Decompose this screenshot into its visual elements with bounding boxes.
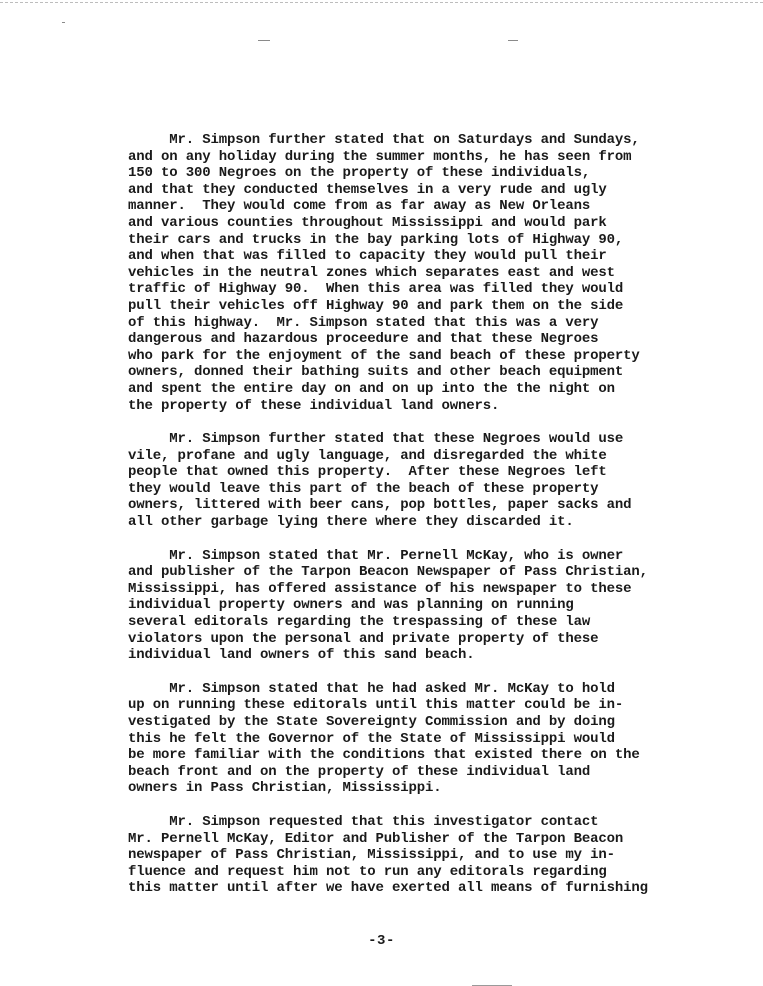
text-line: and publisher of the Tarpon Beacon Newspaper of Pass Christian, <box>128 564 648 581</box>
text-line: beach front and on the property of these individual land <box>128 763 591 780</box>
text-line: Mr. Simpson further stated that these Negroes would use <box>128 431 624 448</box>
paragraph <box>128 681 728 797</box>
text-line: Mr. Simpson further stated that on Saturdays and Sundays, <box>128 132 640 148</box>
scan-mark <box>508 40 518 41</box>
text-line: and various counties throughout Mississippi and would park <box>128 214 607 231</box>
text-line: Mr. Pernell McKay, Editor and Publisher of the Tarpon Beacon <box>128 830 624 847</box>
text-line: the property of these individual land owners. <box>128 397 500 414</box>
text-line: vehicles in the neutral zones which separates east and west <box>128 264 615 281</box>
text-line: Mr. Simpson stated that Mr. Pernell McKay, who is owner <box>128 547 624 564</box>
document-body <box>128 132 728 914</box>
paragraph <box>128 548 728 664</box>
text-line: vestigated by the State Sovereignty Commission and by doing <box>128 714 615 730</box>
text-line: and that they conducted themselves in a very rude and ugly <box>128 181 607 198</box>
text-line: violators upon the personal and private property of these <box>128 630 599 647</box>
text-line: 150 to 300 Negroes on the property of these individuals, <box>128 165 591 182</box>
text-line: owners in Pass Christian, Mississippi. <box>128 780 442 797</box>
text-line: manner. They would come from as far away as New Orleans <box>128 198 591 215</box>
text-line: Mississippi, has offered assistance of his newspaper to these <box>128 580 632 597</box>
text-line: vile, profane and ugly language, and disregarded the white <box>128 447 607 464</box>
text-line: pull their vehicles off Highway 90 and park them on the side <box>128 297 624 314</box>
paragraph <box>128 132 728 414</box>
text-line: traffic of Highway 90. When this area was filled they would <box>128 281 624 298</box>
text-line: several editorals regarding the trespassing of these law <box>128 614 591 631</box>
text-line: all other garbage lying there where they discarded it. <box>128 514 574 531</box>
text-line: this he felt the Governor of the State of Mississippi would <box>128 730 615 747</box>
page-top-edge <box>0 2 763 3</box>
page-number: -3- <box>368 933 395 949</box>
text-line: this matter until after we have exerted all means of furnishing <box>128 880 648 897</box>
text-line: and spent the entire day on and on up into the the night on <box>128 380 615 397</box>
text-line: be more familiar with the conditions that existed there on the <box>128 747 640 764</box>
text-line: and when that was filled to capacity they would pull their <box>128 248 607 265</box>
text-line: Mr. Simpson stated that he had asked Mr. McKay to hold <box>128 680 615 697</box>
text-line: they would leave this part of the beach of these property <box>128 480 599 497</box>
scan-mark <box>258 40 270 41</box>
text-line: dangerous and hazardous proceedure and that these Negroes <box>128 331 599 348</box>
text-line: and on any holiday during the summer months, he has seen from <box>128 148 632 165</box>
text-line: fluence and request him not to run any editorals regarding <box>128 863 607 880</box>
text-line: owners, littered with beer cans, pop bottles, paper sacks and <box>128 497 632 514</box>
scan-mark <box>62 22 65 23</box>
text-line: individual land owners of this sand beach. <box>128 647 475 664</box>
paragraph <box>128 431 728 531</box>
text-line: people that owned this property. After these Negroes left <box>128 464 607 481</box>
text-line: of this highway. Mr. Simpson stated that this was a very <box>128 314 599 331</box>
text-line: individual property owners and was planning on running <box>128 597 574 614</box>
text-line: newspaper of Pass Christian, Mississippi, and to use my in- <box>128 847 615 864</box>
text-line: up on running these editorals until this matter could be in- <box>128 697 624 714</box>
paragraph <box>128 814 728 897</box>
text-line: who park for the enjoyment of the sand beach of these property <box>128 347 640 364</box>
text-line: Mr. Simpson requested that this investigator contact <box>128 813 599 830</box>
text-line: their cars and trucks in the bay parking lots of Highway 90, <box>128 231 624 248</box>
text-line: owners, donned their bathing suits and other beach equipment <box>128 364 624 381</box>
